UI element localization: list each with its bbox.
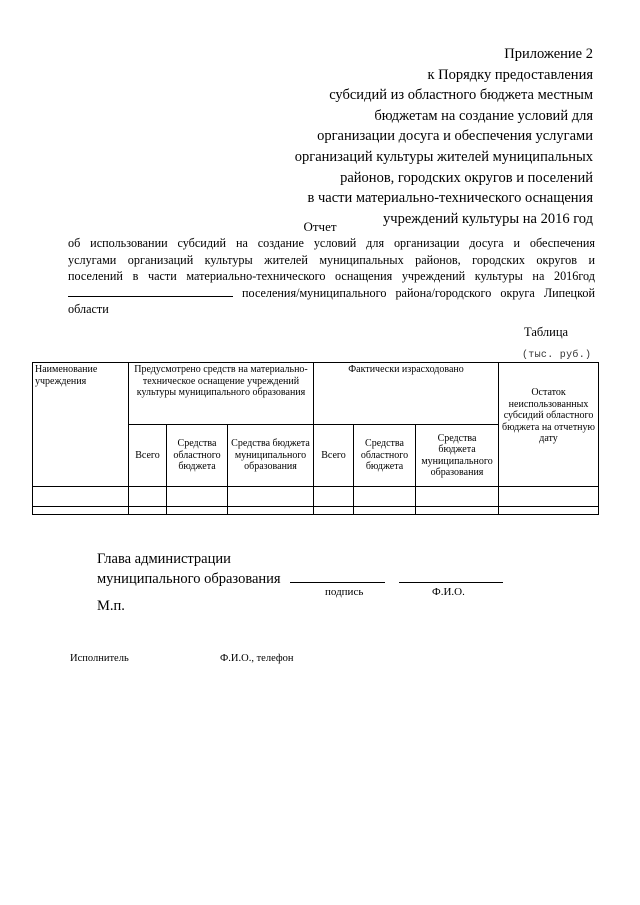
subheader-regional: Средства областного бюджета — [167, 425, 228, 487]
table-label: Таблица — [524, 325, 569, 339]
table-cell[interactable] — [129, 507, 167, 515]
report-line: об использовании субсидий на создание условий для организации досуга и обеспечения — [68, 236, 595, 250]
full-name-field[interactable] — [399, 568, 503, 583]
signature-caption: подпись — [325, 586, 364, 598]
subheader-municipal: Средства бюджета муниципального образования — [416, 425, 499, 487]
subheader-total: Всего — [129, 425, 167, 487]
table-row — [33, 487, 599, 507]
appendix-line: бюджетам на создание условий для — [374, 107, 593, 124]
appendix-line: к Порядку предоставления — [427, 66, 593, 83]
table-cell[interactable] — [416, 507, 499, 515]
subheader-regional: Средства областного бюджета — [354, 425, 416, 487]
table-cell[interactable] — [416, 487, 499, 507]
report-line: услугами организаций культуры жителей муниципальных районов, городских округов и — [68, 252, 595, 267]
header-name: Наименование учреждения — [33, 363, 129, 487]
appendix-line: районов, городских округов и поселений — [340, 169, 593, 186]
table-cell[interactable] — [167, 487, 228, 507]
report-line-suffix: поселения/муниципального района/городского округа Липецкой — [233, 285, 595, 300]
full-name-caption: Ф.И.О. — [432, 586, 465, 598]
head-title-line2: муниципального образования — [97, 571, 281, 587]
appendix-line: Приложение 2 — [504, 46, 593, 62]
units-label: (тыс. руб.) — [522, 350, 592, 361]
appendix-line: учреждений культуры на 2016 год — [383, 210, 593, 227]
report-line-with-blank — [68, 285, 595, 302]
table-cell[interactable] — [499, 507, 599, 515]
signature-field[interactable] — [290, 568, 385, 583]
head-title-line1: Глава администрации — [97, 551, 231, 567]
report-line: области — [68, 302, 109, 316]
signature-block — [97, 550, 503, 588]
subheader-municipal: Средства бюджета муниципального образования — [228, 425, 314, 487]
appendix-line: субсидий из областного бюджета местным — [329, 87, 593, 104]
table-cell[interactable] — [33, 507, 129, 515]
table-cell[interactable] — [228, 507, 314, 515]
header-remainder: Остаток неиспользованных субсидий областного бюджета на отчетную дату — [499, 363, 599, 487]
report-table — [32, 362, 599, 515]
table-cell[interactable] — [354, 507, 416, 515]
appendix-line: в части материально-технического оснащения — [307, 190, 593, 207]
report-body — [68, 235, 595, 318]
table-cell[interactable] — [33, 487, 129, 507]
executor-contact: Ф.И.О., телефон — [220, 653, 294, 664]
head-title-line2-row — [97, 568, 503, 588]
appendix-line: организации досуга и обеспечения услугами — [317, 128, 593, 145]
executor-label: Исполнитель — [70, 653, 129, 664]
appendix-header — [295, 44, 593, 229]
table-cell[interactable] — [354, 487, 416, 507]
table-cell[interactable] — [167, 507, 228, 515]
table-header-row — [33, 363, 599, 425]
header-planned: Предусмотрено средств на материально-техническое оснащение учреждений культуры муниципального образования — [129, 363, 314, 425]
table-cell[interactable] — [499, 487, 599, 507]
appendix-line: организаций культуры жителей муниципальных — [294, 148, 593, 165]
report-title: Отчет — [303, 219, 337, 234]
table-cell[interactable] — [228, 487, 314, 507]
table-cell[interactable] — [314, 507, 354, 515]
stamp-placeholder: М.п. — [97, 598, 125, 614]
municipality-blank-field[interactable] — [68, 285, 233, 297]
table-cell[interactable] — [129, 487, 167, 507]
report-line: поселений в части материально-технического оснащения учреждений культуры на 2016год — [68, 269, 595, 283]
table-cell[interactable] — [314, 487, 354, 507]
subheader-total: Всего — [314, 425, 354, 487]
header-actual: Фактически израсходовано — [314, 363, 499, 425]
table-row — [33, 507, 599, 515]
